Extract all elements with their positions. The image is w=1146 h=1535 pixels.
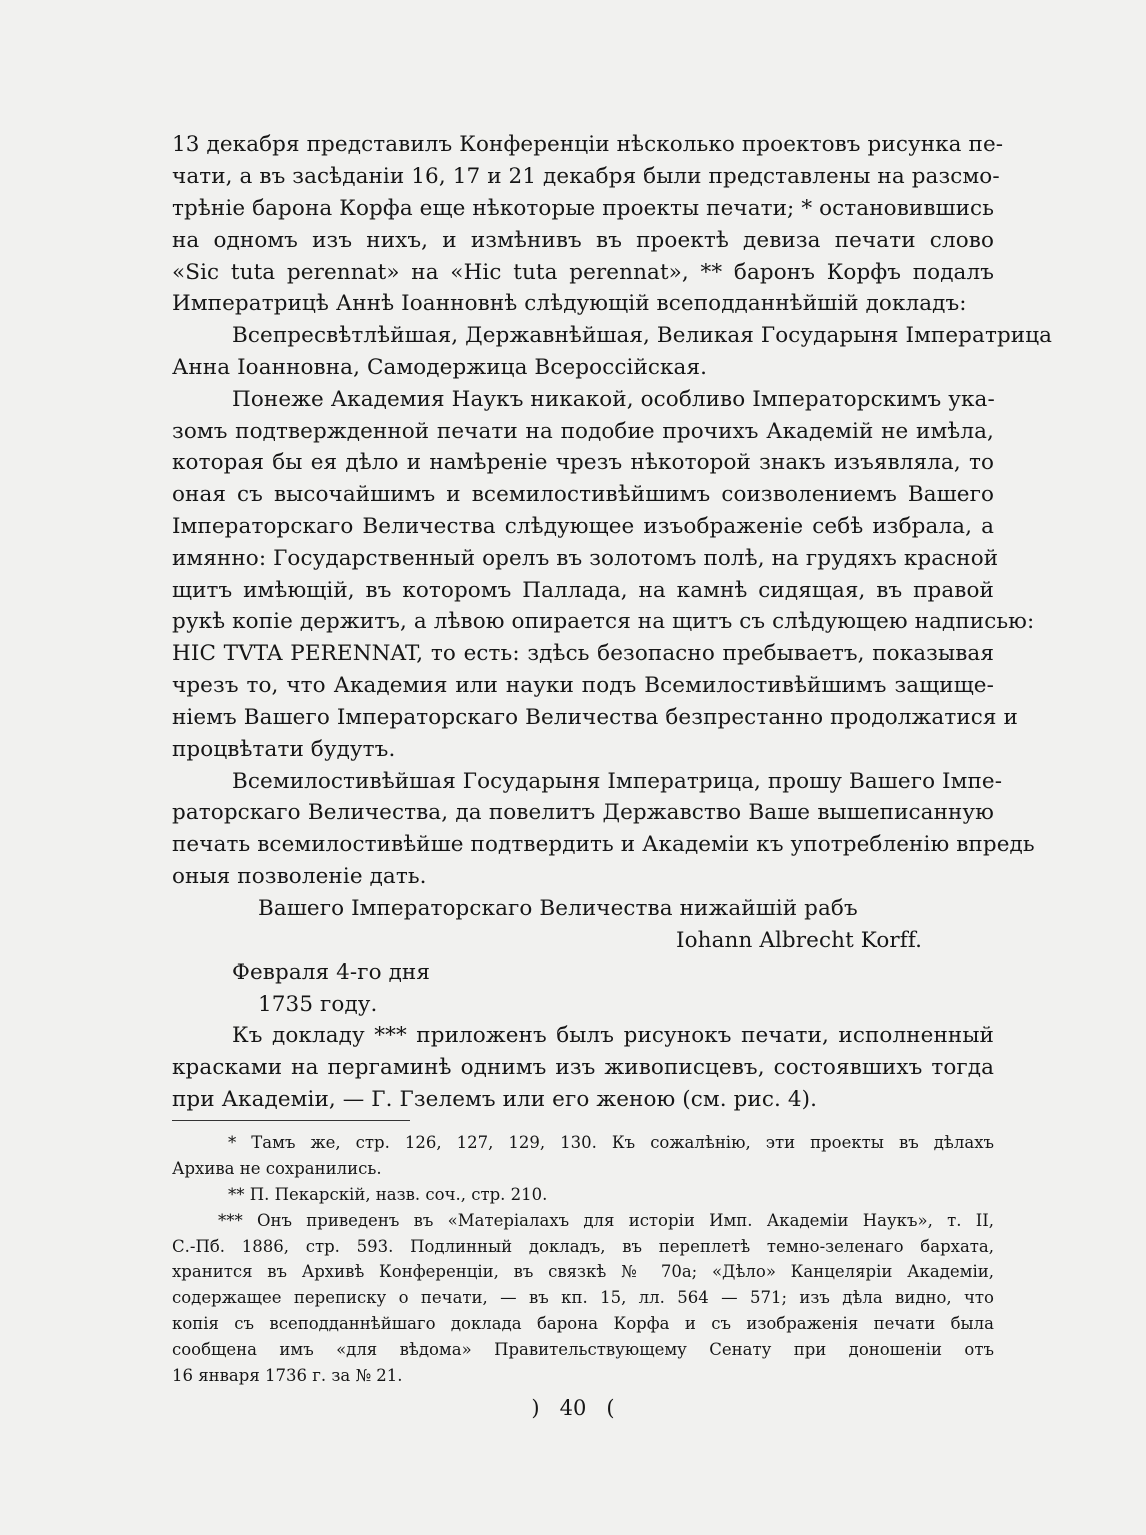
text-line: оныя позволеніе дать. bbox=[172, 864, 427, 889]
page-number bbox=[0, 1398, 1146, 1419]
text-line: Понеже Академия Наукъ никакой, особливо Імператорскимъ ука- bbox=[232, 387, 995, 412]
text-line: 13 декабря представилъ Конференціи нѣсколько проектовъ рисунка пе- bbox=[172, 132, 1004, 157]
text-line: чати, а въ засѣданіи 16, 17 и 21 декабря были представлены на разсмо- bbox=[172, 164, 1000, 189]
text-line: Императрицѣ Аннѣ Іоанновнѣ слѣдующій всеподданнѣйшій докладъ: bbox=[172, 291, 967, 316]
text-line: рукѣ копіе держитъ, а лѣвою опирается на щитъ съ слѣдующею надписью: bbox=[172, 609, 1035, 634]
footnote-line: хранится въ Архивѣ Конференціи, въ связкѣ № 70а; «Дѣло» Канцеляріи Академіи, bbox=[172, 1262, 994, 1281]
page-number-left-bracket: ) bbox=[531, 1396, 540, 1420]
text-line: раторскаго Величества, да повелитъ Державство Ваше вышеписанную bbox=[172, 800, 994, 825]
text-line: процвѣтати будутъ. bbox=[172, 737, 396, 762]
text-line: трѣніе барона Корфа еще нѣкоторые проекты печати; * остановившись bbox=[172, 196, 994, 221]
page-number-right-bracket: ( bbox=[606, 1396, 615, 1420]
footnote-line: С.-Пб. 1886, стр. 593. Подлинный докладъ, въ переплетѣ темно-зеленаго бархата, bbox=[172, 1237, 994, 1256]
footnote-line: Архива не сохранились. bbox=[172, 1159, 382, 1178]
signature-name: Iohann Albrecht Korff. bbox=[676, 928, 923, 953]
text-line: Къ докладу *** приложенъ былъ рисунокъ печати, исполненный bbox=[232, 1023, 994, 1048]
address-line: Анна Іоанновна, Самодержица Всероссійская. bbox=[172, 355, 708, 380]
text-line: щитъ имѣющій, въ которомъ Паллада, на камнѣ сидящая, въ правой bbox=[172, 578, 994, 603]
text-line: Всемилостивѣйшая Государыня Імператрица, прошу Вашего Імпе- bbox=[232, 769, 1003, 794]
text-line: на одномъ изъ нихъ, и измѣнивъ въ проектѣ девиза печати слово bbox=[172, 228, 994, 253]
footnote-line: сообщена имъ «для вѣдома» Правительствующему Сенату при доношеніи отъ bbox=[172, 1340, 994, 1359]
address-line: Всепресвѣтлѣйшая, Державнѣйшая, Великая Государыня Імператрица bbox=[232, 323, 1053, 348]
motto-line: HIC TVTA PERENNAT, то есть: здѣсь безопасно пребываетъ, показывая bbox=[172, 641, 994, 666]
text-line: которая бы ея дѣло и намѣреніе чрезъ нѣкоторой знакъ изъявляла, то bbox=[172, 450, 994, 475]
footnote-line: ** П. Пекарскій, назв. соч., стр. 210. bbox=[228, 1185, 548, 1204]
text-line: оная съ высочайшимъ и всемилостивѣйшимъ соизволениемъ Вашего bbox=[172, 482, 994, 507]
page-number-value: 40 bbox=[559, 1396, 587, 1420]
footnote-line: 16 января 1736 г. за № 21. bbox=[172, 1366, 403, 1385]
footnote-line: содержащее переписку о печати, — въ кп. 15, лл. 564 — 571; изъ дѣла видно, что bbox=[172, 1288, 994, 1307]
text-line: чрезъ то, что Академия или науки подъ Всемилостивѣйшимъ защище- bbox=[172, 673, 994, 698]
text-line: «Sic tuta perennat» на «Hic tuta perennat», ** баронъ Корфъ подалъ bbox=[172, 260, 994, 285]
footnote-line: *** Онъ приведенъ въ «Матеріалахъ для исторіи Имп. Академіи Наукъ», т. II, bbox=[218, 1211, 994, 1230]
text-line: при Академіи, — Г. Гзелемъ или его женою (см. рис. 4). bbox=[172, 1087, 818, 1112]
text-line: Імператорскаго Величества слѣдующее изъображеніе себѣ избрала, а bbox=[172, 514, 994, 539]
footnote-line: * Тамъ же, стр. 126, 127, 129, 130. Къ сожалѣнію, эти проекты въ дѣлахъ bbox=[228, 1133, 994, 1152]
date-line: Февраля 4-го дня bbox=[232, 960, 431, 985]
text-line: печать всемилостивѣйше подтвердить и Академіи къ употребленію впредь bbox=[172, 832, 1035, 857]
text-line: ніемъ Вашего Імператорскаго Величества безпрестанно продолжатися и bbox=[172, 705, 1018, 730]
text-line: имянно: Государственный орелъ въ золотомъ полѣ, на грудяхъ красной bbox=[172, 546, 999, 571]
footnote-line: копія съ всеподданнѣйшаго доклада барона Корфа и съ изображенія печати была bbox=[172, 1314, 994, 1333]
text-line: зомъ подтвержденной печати на подобие прочихъ Академій не имѣла, bbox=[172, 419, 994, 444]
signature-closing: Вашего Імператорскаго Величества нижайшій рабъ bbox=[258, 896, 858, 921]
text-line: красками на пергаминѣ однимъ изъ живописцевъ, состоявшихъ тогда bbox=[172, 1055, 994, 1080]
date-year: 1735 году. bbox=[258, 992, 378, 1017]
footnote-rule bbox=[172, 1120, 410, 1121]
